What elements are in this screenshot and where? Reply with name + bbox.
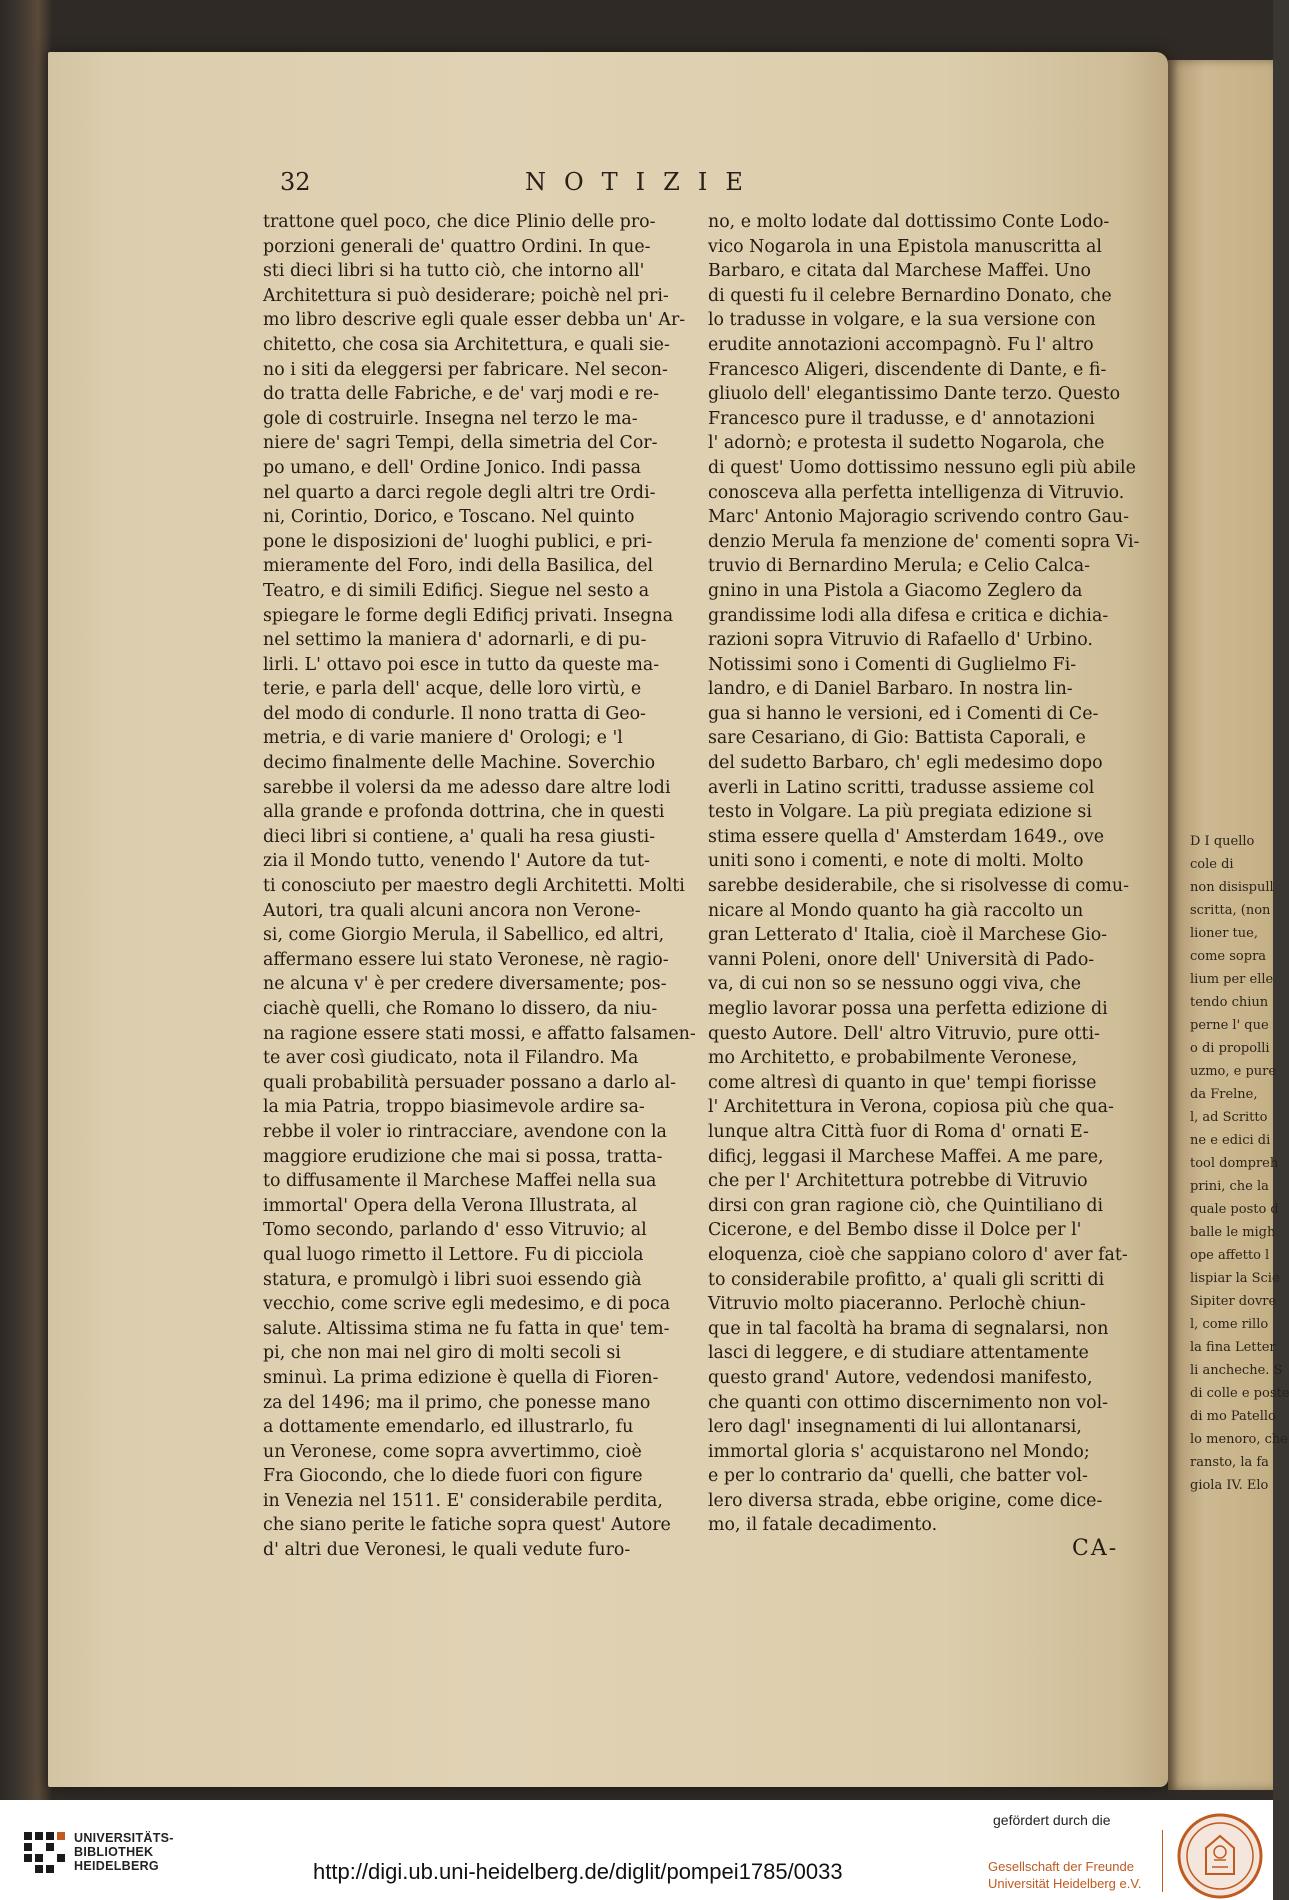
text-line: gole di costruirle. Insegna nel terzo le ma- [263, 408, 638, 429]
text-line: sminuì. La prima edizione è quella di Fioren- [263, 1367, 659, 1388]
text-line: Francesco pure il tradusse, e d' annotazioni [708, 408, 1095, 429]
text-line: averli in Latino scritti, tradusse assieme col [708, 777, 1095, 798]
text-line: e per lo contrario da' quelli, che batter vol- [708, 1466, 1088, 1487]
text-line: Cicerone, e del Bembo disse il Dolce per l' [708, 1220, 1082, 1241]
text-line: sti dieci libri si ha tutto ciò, che intorno all' [263, 261, 645, 282]
sponsor-line: Universität Heidelberg e.V. [988, 1876, 1142, 1891]
text-line: come altresì di quanto in que' tempi fiorisse [708, 1072, 1097, 1093]
text-line: del modo di condurle. Il nono tratta di Geo- [263, 703, 646, 724]
text-line: questo grand' Autore, vedendosi manifesto, [708, 1367, 1093, 1388]
text-line: razioni sopra Vitruvio di Rafaello d' Urbino. [708, 630, 1093, 651]
footer-bar [0, 1800, 1273, 1900]
permalink-url[interactable]: http://digi.ub.uni-heidelberg.de/diglit/pompei1785/0033 [313, 1859, 843, 1884]
text-line: gliuolo dell' elegantissimo Dante terzo. Questo [708, 384, 1121, 405]
leaf-text-line: lium per elle [1190, 972, 1274, 987]
library-name [74, 1831, 174, 1873]
text-line: no i siti da eleggersi per fabricare. Nel secon- [263, 359, 668, 380]
text-line: lunque altra Città fuor di Roma d' ornati E- [708, 1121, 1089, 1142]
library-name-line: BIBLIOTHEK [74, 1845, 154, 1859]
text-line: del sudetto Barbaro, ch' egli medesimo dopo [708, 753, 1103, 774]
text-line: lirli. L' ottavo poi esce in tutto da queste ma- [263, 654, 660, 675]
text-line: la mia Patria, troppo biasimevole ardire sa- [263, 1097, 645, 1118]
text-line: po umano, e dell' Ordine Jonico. Indi passa [263, 457, 642, 478]
text-line: pi, che non mai nel giro di molti secoli si [263, 1343, 621, 1364]
text-line: no, e molto lodate dal dottissimo Conte Lodo- [708, 212, 1110, 232]
text-line: vanni Poleni, onore dell' Università di Pado- [708, 949, 1095, 970]
text-line: mo Architetto, e probabilmente Veronese, [708, 1048, 1078, 1069]
text-line: l' adornò; e protesta il sudetto Nogarola, che [708, 433, 1105, 454]
text-line: ti conosciuto per maestro degli Architetti. Molti [263, 876, 685, 897]
text-line: Fra Giocondo, che lo diede fuori con figure [263, 1466, 643, 1487]
text-line: landro, e di Daniel Barbaro. In nostra lin- [708, 679, 1073, 700]
text-line: qual luogo rimetto il Lettore. Fu di picciola [263, 1244, 644, 1265]
text-line: immortal gloria s' acquistarono nel Mondo; [708, 1441, 1090, 1462]
text-line: gnino in una Pistola a Giacomo Zeglero da [708, 580, 1083, 601]
leaf-text-line: prini, che la [1190, 1179, 1269, 1194]
university-seal-icon [1176, 1812, 1264, 1900]
text-line: alla grande e profonda dottrina, che in questi [263, 802, 665, 823]
text-line: l' Architettura in Verona, copiosa più che qua- [708, 1097, 1114, 1118]
text-line: gran Letterato d' Italia, cioè il Marchese Gio- [708, 925, 1108, 946]
text-line: za del 1496; ma il primo, che ponesse mano [263, 1392, 651, 1413]
text-line: Francesco Aligeri, discendente di Dante, e fi- [708, 359, 1107, 380]
text-line: truvio di Bernardino Merula; e Celio Calca- [708, 556, 1090, 577]
text-line: nel settimo la maniera d' adornarli, e di pu- [263, 630, 647, 651]
text-line: grandissime lodi alla difesa e critica e dichia- [708, 605, 1109, 626]
text-line: sarebbe desiderabile, che si risolvesse di comu- [708, 876, 1129, 897]
text-line: rebbe il voler io rintracciare, avendone con la [263, 1121, 667, 1142]
text-line: vico Nogarola in una Epistola manuscritta al [708, 236, 1102, 257]
leaf-text-line: non disispull [1190, 880, 1274, 895]
text-line: vecchio, come scrive egli medesimo, e di poca [263, 1294, 671, 1315]
leaf-text-line: ransto, la fa [1190, 1455, 1269, 1470]
text-line: chitetto, che cosa sia Architettura, e quali sie- [263, 334, 670, 355]
text-line: quali probabilità persuader possano a darlo al- [263, 1072, 677, 1093]
text-line: ne alcuna v' è per credere diversamente; pos- [263, 974, 667, 995]
running-title: NOTIZIE [525, 168, 761, 196]
leaf-text-line: uzmo, e pure [1190, 1064, 1277, 1079]
text-line: nicare al Mondo quanto ha già raccolto un [708, 900, 1084, 921]
leaf-text-line: cole di [1190, 857, 1234, 872]
leaf-text-line: balle le migh [1190, 1225, 1276, 1240]
text-line: affermano essere lui stato Veronese, nè ragio- [263, 949, 669, 970]
text-line: che siano perite le fatiche sopra quest' Autore [263, 1515, 671, 1536]
leaf-text-line: li ancheche. S [1190, 1363, 1283, 1378]
page-number: 32 [280, 168, 311, 196]
leaf-text-line: o di propolli [1190, 1041, 1270, 1056]
leaf-text-line: l, ad Scritto [1190, 1110, 1268, 1125]
text-line: que in tal facoltà ha brama di segnalarsi, non [708, 1318, 1109, 1339]
leaf-text-line: quale posto d [1190, 1202, 1279, 1217]
library-name-line: UNIVERSITÄTS- [74, 1831, 174, 1845]
text-line: trattone quel poco, che dice Plinio delle pro- [263, 212, 656, 232]
page-header [280, 168, 1080, 198]
text-line: mieramente del Foro, indi della Basilica, del [263, 556, 654, 577]
sponsor-line: Gesellschaft der Freunde [988, 1859, 1134, 1874]
text-line: lasci di leggere, e di studiare attentamente [708, 1343, 1089, 1364]
leaf-text-line: lispiar la Scie [1190, 1271, 1280, 1286]
text-line: dieci libri si contiene, a' quali ha resa giusti- [263, 826, 656, 847]
text-line: Teatro, e di simili Edificj. Siegue nel sesto a [263, 580, 650, 601]
text-line: immortal' Opera della Verona Illustrata, al [263, 1195, 638, 1216]
text-line: Barbaro, e citata dal Marchese Maffei. Uno [708, 261, 1091, 282]
text-line: si, come Giorgio Merula, il Sabellico, ed altri, [263, 925, 665, 946]
text-line: va, di cui non so se nessuno oggi viva, che [708, 974, 1081, 995]
text-line: to diffusamente il Marchese Maffei nella sua [263, 1171, 657, 1192]
text-line: do tratta delle Fabriche, e de' varj modi e re- [263, 384, 660, 405]
catchword: CA- [1072, 1536, 1119, 1561]
leaf-text-line: da Frelne, [1190, 1087, 1258, 1102]
leaf-text-line: lo menoro, che [1190, 1432, 1288, 1447]
text-line: terie, e parla dell' acque, delle loro virtù, e [263, 679, 642, 700]
text-line: lo tradusse in volgare, e la sua versione con [708, 310, 1096, 331]
text-line: spiegare le forme degli Edificj privati. Insegna [263, 605, 674, 626]
text-line: testo in Volgare. La più pregiata edizione si [708, 802, 1092, 823]
text-line: statura, e promulgò i libri suoi essendo già [263, 1269, 642, 1290]
leaf-text-line: tendo chiun [1190, 995, 1269, 1010]
leaf-text-line: di colle e poste [1190, 1386, 1289, 1401]
left-text-column [263, 210, 696, 1563]
leaf-text-line: D I quello [1190, 834, 1255, 849]
text-line: meglio lavorar possa una perfetta edizione di [708, 999, 1108, 1019]
text-line: lero dagl' insegnamenti di lui allontanarsi, [708, 1417, 1082, 1438]
text-line: denzio Merula fa menzione de' comenti sopra Vi- [708, 531, 1140, 552]
text-line: mo libro descrive egli quale esser debba un' Ar- [263, 310, 686, 331]
leaf-text-line: ne e edici di [1190, 1133, 1271, 1148]
text-line: niere de' sagri Tempi, della simetria del Cor- [263, 433, 658, 454]
text-line: Vitruvio molto piaceranno. Perlochè chiun- [708, 1294, 1086, 1315]
text-line: Architettura si può desiderare; poichè nel pri- [263, 285, 669, 306]
text-line: stima essere quella d' Amsterdam 1649., ove [708, 826, 1105, 847]
text-line: conosceva alla perfetta intelligenza di Vitruvio. [708, 482, 1125, 503]
library-name-line: HEIDELBERG [74, 1859, 159, 1873]
text-line: di quest' Uomo dottissimo nessuno egli più abile [708, 457, 1136, 478]
text-line: questo Autore. Dell' altro Vitruvio, pure otti- [708, 1023, 1100, 1044]
leaf-text-line: la fina Letter [1190, 1340, 1276, 1355]
text-line: Notissimi sono i Comenti di Guglielmo Fi- [708, 654, 1077, 675]
leaf-text-line: scritta, (non [1190, 903, 1271, 918]
text-line: Marc' Antonio Majoragio scrivendo contro Gau- [708, 507, 1129, 528]
text-line: eloquenza, cioè che sappiano coloro d' aver fat- [708, 1244, 1128, 1265]
text-line: in Venezia nel 1511. E' considerabile perdita, [263, 1490, 663, 1511]
footer-divider [1162, 1830, 1163, 1892]
leaf-text-line: tool dompreh [1190, 1156, 1279, 1171]
text-line: erudite annotazioni accompagnò. Fu l' altro [708, 334, 1094, 355]
text-line: zia il Mondo tutto, venendo l' Autore da tut- [263, 851, 650, 872]
ub-heidelberg-logo-icon [22, 1828, 68, 1874]
text-line: sare Cesariano, di Gio: Battista Caporali, e [708, 728, 1086, 749]
text-line: a dottamente emendarlo, ed illustrarlo, fu [263, 1417, 634, 1438]
text-line: di questi fu il celebre Bernardino Donato, che [708, 285, 1112, 306]
leaf-text-line: l, come rillo [1190, 1317, 1269, 1332]
text-line: sarebbe il volersi da me adesso dare altre lodi [263, 777, 671, 798]
text-line: che quanti con ottimo discernimento non vol- [708, 1392, 1109, 1413]
leaf-text-line: perne l' que [1190, 1018, 1269, 1033]
right-text-column [708, 210, 1140, 1538]
text-line: salute. Altissima stima ne fu fatta in que' tem- [263, 1318, 670, 1339]
text-line: metria, e di varie maniere d' Orologi; e 'l [263, 728, 623, 749]
text-line: un Veronese, come sopra avvertimmo, cioè [263, 1441, 642, 1462]
text-line: to considerabile profitto, a' quali gli scritti di [708, 1269, 1105, 1290]
text-line: ni, Corintio, Dorico, e Toscano. Nel quinto [263, 507, 635, 528]
text-line: dificj, leggasi il Marchese Maffei. A me pare, [708, 1146, 1104, 1167]
text-line: dirsi con gran ragione ciò, che Quintiliano di [708, 1195, 1104, 1216]
text-line: Tomo secondo, parlando d' esso Vitruvio; al [263, 1220, 647, 1241]
next-leaf-text [1190, 830, 1289, 1497]
text-line: te aver così giudicato, nota il Filandro. Ma [263, 1048, 639, 1069]
text-line: lero diversa strada, ebbe origine, come dice- [708, 1490, 1103, 1511]
leaf-text-line: Sipiter dovre [1190, 1294, 1277, 1309]
text-line: decimo finalmente delle Machine. Soverchio [263, 753, 656, 774]
text-line: Autori, tra quali alcuni ancora non Verone- [263, 900, 641, 921]
leaf-text-line: giola IV. Elo [1190, 1478, 1269, 1493]
text-line: pone le disposizioni de' luoghi publici, e pri- [263, 531, 653, 552]
leaf-text-line: lioner tue, [1190, 926, 1258, 941]
text-line: mo, il fatale decadimento. [708, 1515, 938, 1536]
text-line: ciachè quelli, che Romano lo dissero, da niu- [263, 999, 658, 1019]
text-line: porzioni generali de' quattro Ordini. In que- [263, 236, 651, 257]
text-line: gua si hanno le versioni, ed i Comenti di Ce- [708, 703, 1099, 724]
text-line: che per l' Architettura potrebbe di Vitruvio [708, 1171, 1088, 1192]
text-line: uniti sono i comenti, e note di molti. Molto [708, 851, 1084, 872]
sponsor-name [988, 1858, 1141, 1892]
text-line: na ragione essere stati mossi, e affatto falsamen- [263, 1023, 696, 1044]
funded-by-label: gefördert durch die [993, 1812, 1111, 1828]
text-line: maggiore erudizione che mai si possa, tratta- [263, 1146, 663, 1167]
leaf-text-line: di mo Patello [1190, 1409, 1276, 1424]
text-line: d' altri due Veronesi, le quali vedute furo- [263, 1540, 631, 1561]
text-line: nel quarto a darci regole degli altri tre Ordi- [263, 482, 656, 503]
leaf-text-line: ope affetto l [1190, 1248, 1270, 1263]
leaf-text-line: come sopra [1190, 949, 1267, 964]
